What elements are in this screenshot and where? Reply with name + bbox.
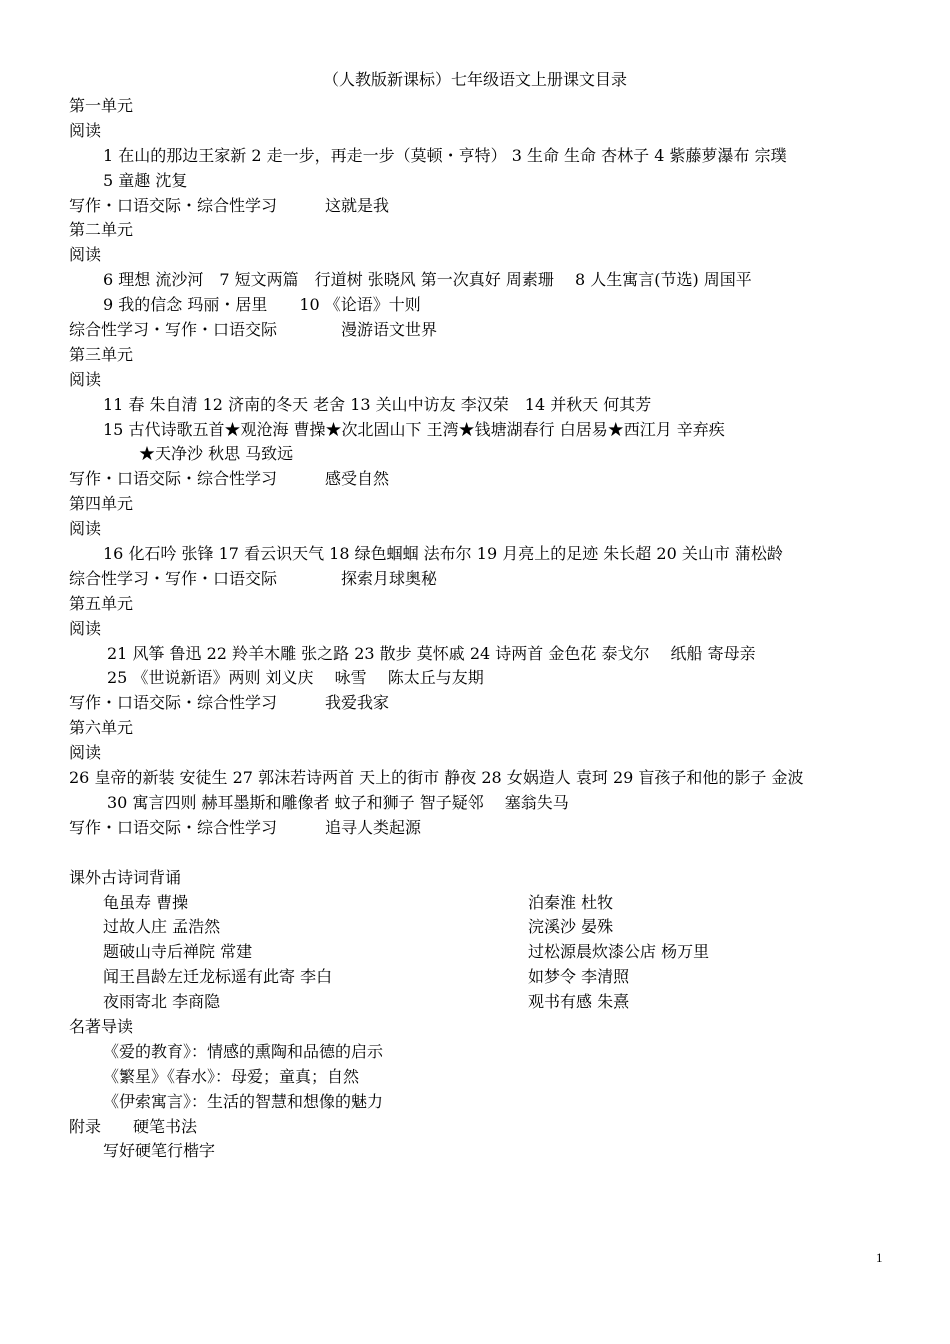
- poem-right: 观书有感 朱熹: [528, 992, 630, 1012]
- toc-line: 写作・口语交际・综合性学习 追寻人类起源: [69, 817, 422, 837]
- toc-line: 《繁星》《春水》：母爱；童真；自然: [103, 1066, 360, 1086]
- toc-line: 阅读: [69, 120, 102, 140]
- poem-right: 浣溪沙 晏殊: [528, 917, 614, 937]
- toc-line: 综合性学习・写作・口语交际 漫游语文世界: [69, 320, 438, 340]
- toc-line: 名著导读: [69, 1016, 134, 1036]
- toc-line: 写作・口语交际・综合性学习 我爱我家: [69, 693, 390, 713]
- toc-line: [69, 841, 929, 866]
- document-title: （人教版新课标）七年级语文上册课文目录: [322, 70, 627, 89]
- toc-line: 16 化石吟 张锋 17 看云识天气 18 绿色蝈蝈 法布尔 19 月亮上的足迹 朱长超 20 关山市 蒲松龄: [103, 544, 783, 564]
- toc-line: 第六单元: [69, 718, 134, 738]
- poem-left: 闻王昌龄左迁龙标遥有此寄 李白: [103, 967, 333, 987]
- page-number: 1: [876, 1250, 883, 1265]
- toc-line: 26 皇帝的新装 安徒生 27 郭沫若诗两首 天上的街市 静夜 28 女娲造人 袁珂 29 盲孩子和他的影子 金波: [69, 768, 804, 788]
- toc-line: 第二单元: [69, 220, 134, 240]
- poem-left: 夜雨寄北 李商隐: [103, 992, 221, 1012]
- poem-row: [69, 915, 929, 940]
- poem-row: [69, 891, 929, 916]
- poem-left: 过故人庄 孟浩然: [103, 917, 221, 937]
- toc-line: 第五单元: [69, 593, 134, 613]
- toc-line: 21 风筝 鲁迅 22 羚羊木雕 张之路 23 散步 莫怀戚 24 诗两首 金色花 泰戈尔 纸船 寄母亲: [107, 643, 756, 663]
- toc-line: 30 寓言四则 赫耳墨斯和雕像者 蚊子和狮子 智子疑邻 塞翁失马: [107, 792, 569, 812]
- poem-row: [69, 940, 929, 965]
- poem-row: [69, 990, 929, 1015]
- poem-right: 泊秦淮 杜牧: [528, 892, 614, 912]
- toc-line: 阅读: [69, 618, 102, 638]
- poem-right: 如梦令 李清照: [528, 967, 630, 987]
- toc-line: ★天净沙 秋思 马致远: [139, 444, 294, 464]
- toc-line: 附录 硬笔书法: [69, 1116, 198, 1136]
- poem-row: [69, 965, 929, 990]
- toc-line: 第三单元: [69, 344, 134, 364]
- toc-line: 第一单元: [69, 96, 134, 115]
- toc-line: 阅读: [69, 519, 102, 539]
- toc-line: 第四单元: [69, 494, 134, 514]
- poem-left: 龟虽寿 曹操: [103, 892, 189, 912]
- toc-line: 1 在山的那边王家新 2 走一步，再走一步（莫顿・亨特） 3 生命 生命 杏林子 4 紫藤萝瀑布 宗璞: [103, 145, 787, 165]
- table-of-contents: [69, 94, 929, 1164]
- toc-line: 15 古代诗歌五首★观沧海 曹操★次北固山下 王湾★钱塘湖春行 白居易★西江月 辛弃疾: [103, 419, 725, 439]
- toc-line: 阅读: [69, 245, 102, 265]
- toc-line: 阅读: [69, 369, 102, 389]
- toc-line: 11 春 朱自清 12 济南的冬天 老舍 13 关山中访友 李汉荣 14 并秋天 何其芳: [103, 394, 652, 414]
- poem-left: 题破山寺后禅院 常建: [103, 942, 253, 962]
- toc-line: 综合性学习・写作・口语交际 探索月球奥秘: [69, 568, 438, 588]
- toc-line: 写好硬笔行楷字: [103, 1141, 216, 1161]
- toc-line: 《爱的教育》：情感的熏陶和品德的启示: [103, 1041, 384, 1061]
- toc-line: 《伊索寓言》：生活的智慧和想像的魅力: [103, 1091, 384, 1111]
- toc-line: 写作・口语交际・综合性学习 这就是我: [69, 195, 390, 215]
- toc-line: 课外古诗词背诵: [69, 867, 182, 887]
- toc-line: 阅读: [69, 743, 102, 763]
- toc-line: 5 童趣 沈复: [103, 170, 188, 190]
- toc-line: 写作・口语交际・综合性学习 感受自然: [69, 469, 390, 489]
- toc-line: 25 《世说新语》两则 刘义庆 咏雪 陈太丘与友期: [107, 668, 484, 688]
- toc-line: 6 理想 流沙河 7 短文两篇 行道树 张晓风 第一次真好 周素珊 8 人生寓言(节选) 周国平: [103, 270, 752, 290]
- toc-line: 9 我的信念 玛丽・居里 10 《论语》十则: [103, 295, 421, 315]
- poem-right: 过松源晨炊漆公店 杨万里: [528, 942, 710, 962]
